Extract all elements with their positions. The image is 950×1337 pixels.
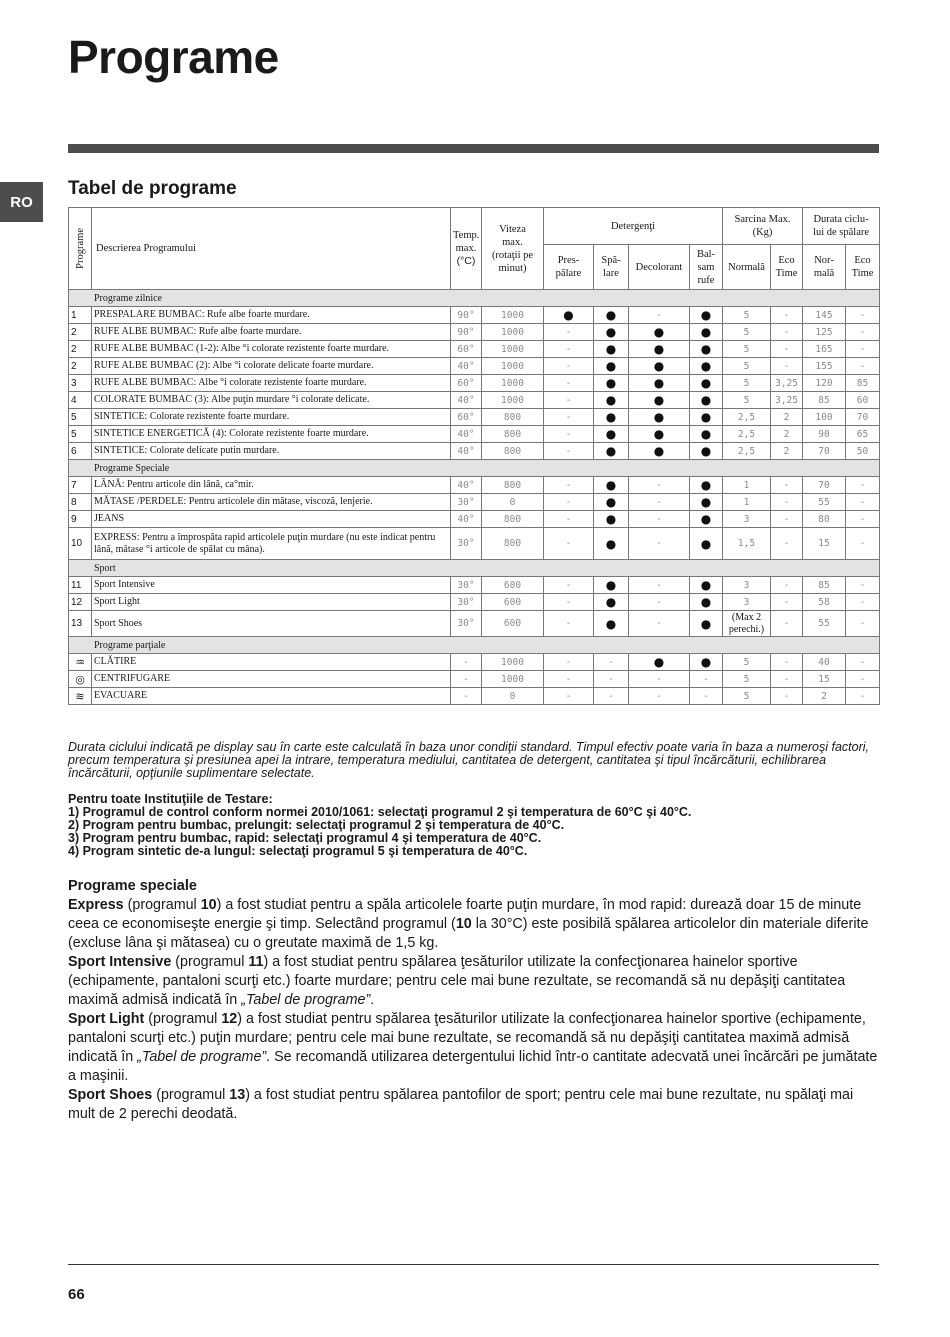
programme-number: 5 — [69, 409, 92, 426]
programme-number: 12 — [69, 594, 92, 611]
cell-softener: ● — [690, 341, 723, 358]
cell-duration-normal: 70 — [803, 477, 846, 494]
cell-prewash: - — [544, 577, 594, 594]
cell-wash: ● — [594, 307, 629, 324]
cell-wash: - — [594, 688, 629, 705]
cell-duration-eco: - — [846, 611, 880, 637]
cell-spin-speed: 0 — [482, 494, 544, 511]
cell-duration-eco: 50 — [846, 443, 880, 460]
cell-prewash: - — [544, 324, 594, 341]
programme-description: RUFE ALBE BUMBAC (2): Albe °i colorate delicate foarte murdare. — [92, 358, 451, 375]
cell-spin-speed: 800 — [482, 426, 544, 443]
bottom-rule — [68, 1264, 879, 1265]
cell-duration-eco: 65 — [846, 426, 880, 443]
header-programme: Programe — [69, 208, 92, 290]
language-tab: RO — [0, 182, 43, 222]
programme-number: 2 — [69, 324, 92, 341]
cell-duration-eco: - — [846, 477, 880, 494]
cell-load-eco: - — [771, 594, 803, 611]
cell-duration-normal: 15 — [803, 671, 846, 688]
cell-prewash: - — [544, 511, 594, 528]
cell-bleach: - — [629, 511, 690, 528]
cell-prewash: ● — [544, 307, 594, 324]
programme-row — [69, 477, 880, 494]
cell-spin-speed: 600 — [482, 594, 544, 611]
group-header — [69, 460, 880, 477]
header-prewash: Pres- pălare — [544, 245, 594, 290]
cell-prewash: - — [544, 477, 594, 494]
cell-spin-speed: 1000 — [482, 307, 544, 324]
cell-duration-eco: - — [846, 528, 880, 560]
cell-load-normal: 1 — [723, 477, 771, 494]
programme-row — [69, 324, 880, 341]
cell-temperature: 30° — [451, 577, 482, 594]
cell-spin-speed: 800 — [482, 409, 544, 426]
cell-bleach: - — [629, 688, 690, 705]
cell-load-normal: 5 — [723, 375, 771, 392]
cell-load-eco: 3,25 — [771, 392, 803, 409]
programme-description: EXPRESS: Pentru a împrospăta rapid articolele puţin murdare (nu este indicat pentru lână, mătase °i articole de spălat cu mâna). — [92, 528, 451, 560]
cell-load-normal: 5 — [723, 341, 771, 358]
cell-bleach: ● — [629, 443, 690, 460]
cell-load-eco: - — [771, 528, 803, 560]
cell-load-eco: - — [771, 688, 803, 705]
cell-duration-normal: 55 — [803, 494, 846, 511]
drain-icon: ≋ — [69, 688, 92, 705]
cell-bleach: ● — [629, 426, 690, 443]
programme-description: CLĂTIRE — [92, 654, 451, 671]
cell-wash: ● — [594, 511, 629, 528]
cell-spin-speed: 600 — [482, 611, 544, 637]
cell-duration-normal: 15 — [803, 528, 846, 560]
cell-prewash: - — [544, 594, 594, 611]
cell-duration-eco: - — [846, 688, 880, 705]
cell-wash: ● — [594, 528, 629, 560]
cell-softener: ● — [690, 528, 723, 560]
cell-softener: ● — [690, 654, 723, 671]
cell-spin-speed: 800 — [482, 477, 544, 494]
cell-wash: ● — [594, 426, 629, 443]
programme-description: RUFE ALBE BUMBAC: Rufe albe foarte murdare. — [92, 324, 451, 341]
programme-row — [69, 443, 880, 460]
cell-spin-speed: 800 — [482, 528, 544, 560]
express-paragraph: Express (programul 10) a fost studiat pentru a spăla articolele foarte puţin murdare, în mod rapid: durează doar 15 de minute ceea ce economiseşte energie şi timp. Selectând programul (10 la 30°C) este posibilă spălarea articolelor din materiale diferite (excluse lâna şi mătasea) cu o greutate maximă de 1,5 kg. — [68, 897, 869, 951]
header-speed: Viteza max. (rotaţii pe minut) — [482, 208, 544, 290]
cell-load-normal: 3 — [723, 594, 771, 611]
cell-load-eco: - — [771, 341, 803, 358]
cell-wash: ● — [594, 443, 629, 460]
programme-number: 2 — [69, 358, 92, 375]
cell-softener: ● — [690, 392, 723, 409]
cell-load-eco: - — [771, 358, 803, 375]
group-label: Sport — [69, 560, 880, 577]
sport-shoes-paragraph: Sport Shoes (programul 13) a fost studiat pentru spălarea pantofilor de sport; pentru cele mai bune rezultate, nu spălaţi mai mult de 2 perechi deodată. — [68, 1087, 854, 1122]
programme-row — [69, 307, 880, 324]
cell-bleach: ● — [629, 392, 690, 409]
cell-prewash: - — [544, 611, 594, 637]
programme-description: PRESPALARE BUMBAC: Rufe albe foarte murdare. — [92, 307, 451, 324]
cell-load-eco: 3,25 — [771, 375, 803, 392]
cell-load-normal: 5 — [723, 307, 771, 324]
programme-number: 9 — [69, 511, 92, 528]
header-duration-normal: Nor- mală — [803, 245, 846, 290]
cell-softener: ● — [690, 511, 723, 528]
programme-row — [69, 671, 880, 688]
cell-duration-eco: - — [846, 594, 880, 611]
cell-prewash: - — [544, 654, 594, 671]
cell-prewash: - — [544, 528, 594, 560]
cell-load-eco: - — [771, 577, 803, 594]
cell-prewash: - — [544, 392, 594, 409]
programme-number: 3 — [69, 375, 92, 392]
cell-duration-normal: 155 — [803, 358, 846, 375]
cell-temperature: 60° — [451, 409, 482, 426]
programme-description: MĂTASE /PERDELE: Pentru articolele din mătase, viscoză, lenjerie. — [92, 494, 451, 511]
cell-load-eco: - — [771, 494, 803, 511]
cell-prewash: - — [544, 409, 594, 426]
rinse-icon: ♒ — [69, 654, 92, 671]
cell-temperature: 30° — [451, 594, 482, 611]
programme-row — [69, 611, 880, 637]
cell-spin-speed: 1000 — [482, 358, 544, 375]
programme-description: LÂNĂ: Pentru articole din lână, ca°mir. — [92, 477, 451, 494]
testing-item: 2) Program pentru bumbac, prelungit: selectaţi programul 2 şi temperatura de 40°C. — [68, 818, 565, 832]
cell-prewash: - — [544, 426, 594, 443]
cell-load-eco: - — [771, 307, 803, 324]
programme-row — [69, 511, 880, 528]
cell-wash: ● — [594, 324, 629, 341]
cell-temperature: 60° — [451, 375, 482, 392]
programme-row — [69, 341, 880, 358]
cell-softener: ● — [690, 426, 723, 443]
cell-duration-normal: 2 — [803, 688, 846, 705]
cell-duration-normal: 55 — [803, 611, 846, 637]
cell-duration-eco: - — [846, 341, 880, 358]
cell-duration-eco: - — [846, 307, 880, 324]
programme-description: SINTETICE ENERGETICĂ (4): Colorate rezistente foarte murdare. — [92, 426, 451, 443]
programme-description: Sport Light — [92, 594, 451, 611]
programme-number: 8 — [69, 494, 92, 511]
cell-softener: ● — [690, 375, 723, 392]
programme-description: SINTETICE: Colorate rezistente foarte murdare. — [92, 409, 451, 426]
cell-load-eco: 2 — [771, 409, 803, 426]
page-number: 66 — [68, 1286, 85, 1303]
cell-duration-normal: 40 — [803, 654, 846, 671]
programme-number: 10 — [69, 528, 92, 560]
section-title: Tabel de programe — [68, 178, 237, 199]
sport-light-paragraph: Sport Light (programul 12) a fost studiat pentru spălarea ţesăturilor utilizate la confecţionarea hainelor sportive (echipamente, pantaloni scurţi etc.) puţin murdare; pentru cele mai bune rezultate, se recomandă să nu depăşiţi cantitatea maximă admisă indicată în „Tabel de programe”. Se recomandă utilizarea detergentului lichid într-o cantitate adecvată unei încărcări pe jumătate a maşinii. — [68, 1011, 878, 1084]
programme-description: RUFE ALBE BUMBAC: Albe °i colorate rezistente foarte murdare. — [92, 375, 451, 392]
cell-bleach: - — [629, 594, 690, 611]
top-rule — [68, 144, 879, 153]
cell-temperature: 40° — [451, 358, 482, 375]
cell-temperature: 30° — [451, 494, 482, 511]
programme-number: 5 — [69, 426, 92, 443]
cell-wash: - — [594, 671, 629, 688]
cell-softener: ● — [690, 307, 723, 324]
group-header — [69, 290, 880, 307]
cell-temperature: - — [451, 688, 482, 705]
cell-bleach: - — [629, 307, 690, 324]
special-programmes — [68, 877, 879, 1124]
cell-prewash: - — [544, 494, 594, 511]
programme-number: 4 — [69, 392, 92, 409]
cell-duration-eco: - — [846, 577, 880, 594]
cell-temperature: 60° — [451, 341, 482, 358]
cell-temperature: 90° — [451, 307, 482, 324]
programme-number: 6 — [69, 443, 92, 460]
cell-wash: ● — [594, 409, 629, 426]
programme-row — [69, 392, 880, 409]
header-load-normal: Normală — [723, 245, 771, 290]
programme-description: COLORATE BUMBAC (3): Albe puţin murdare °i colorate delicate. — [92, 392, 451, 409]
cell-duration-normal: 85 — [803, 577, 846, 594]
cell-spin-speed: 1000 — [482, 392, 544, 409]
cell-softener: ● — [690, 577, 723, 594]
programme-description: CENTRIFUGARE — [92, 671, 451, 688]
cell-wash: ● — [594, 494, 629, 511]
cell-softener: - — [690, 671, 723, 688]
cell-duration-eco: - — [846, 671, 880, 688]
cell-spin-speed: 1000 — [482, 341, 544, 358]
programme-description: Sport Intensive — [92, 577, 451, 594]
header-softener: Bal- sam rufe — [690, 245, 723, 290]
programme-row — [69, 654, 880, 671]
cell-bleach: ● — [629, 654, 690, 671]
cell-wash: - — [594, 654, 629, 671]
cell-temperature: 40° — [451, 477, 482, 494]
cell-load-normal: 5 — [723, 654, 771, 671]
cell-wash: ● — [594, 577, 629, 594]
cell-spin-speed: 600 — [482, 577, 544, 594]
cell-bleach: ● — [629, 358, 690, 375]
cell-load-eco: - — [771, 324, 803, 341]
cell-duration-eco: - — [846, 511, 880, 528]
cell-temperature: 40° — [451, 426, 482, 443]
programme-number: 7 — [69, 477, 92, 494]
cycle-duration-note: Durata ciclului indicată pe display sau în carte este calculată în baza unor condiţii standard. Timpul efectiv poate varia în baza a numeroşi factori, precum temperatura şi presiunea apei la intrare, temperatura mediului, cantitatea de detergent, cantitatea şi tipul încărcăturii, echilibrarea încărcăturii, opţiunile suplimentare selectate. — [68, 740, 870, 780]
programme-number: 11 — [69, 577, 92, 594]
cell-duration-normal: 120 — [803, 375, 846, 392]
cell-temperature: - — [451, 671, 482, 688]
cell-spin-speed: 1000 — [482, 671, 544, 688]
cell-spin-speed: 800 — [482, 511, 544, 528]
programme-description: EVACUARE — [92, 688, 451, 705]
cell-wash: ● — [594, 392, 629, 409]
testing-item: 4) Program sintetic de-a lungul: selectaţi programul 5 şi temperatura de 40°C. — [68, 844, 528, 858]
programme-number: 2 — [69, 341, 92, 358]
cell-load-normal: 2,5 — [723, 426, 771, 443]
cell-wash: ● — [594, 594, 629, 611]
cell-softener: ● — [690, 324, 723, 341]
programme-row — [69, 594, 880, 611]
header-duration-eco: Eco Time — [846, 245, 880, 290]
group-header — [69, 637, 880, 654]
header-load: Sarcina Max. (Kg) — [723, 208, 803, 245]
cell-temperature: 30° — [451, 611, 482, 637]
cell-temperature: 40° — [451, 392, 482, 409]
cell-load-eco: - — [771, 477, 803, 494]
cell-softener: ● — [690, 477, 723, 494]
cell-duration-eco: - — [846, 358, 880, 375]
cell-prewash: - — [544, 688, 594, 705]
programme-description: RUFE ALBE BUMBAC (1-2): Albe °i colorate rezistente foarte murdare. — [92, 341, 451, 358]
cell-duration-eco: 60 — [846, 392, 880, 409]
cell-spin-speed: 1000 — [482, 375, 544, 392]
header-duration: Durata ciclu- lui de spălare — [803, 208, 880, 245]
programme-row — [69, 577, 880, 594]
header-load-eco: Eco Time — [771, 245, 803, 290]
cell-duration-normal: 70 — [803, 443, 846, 460]
programme-number: 13 — [69, 611, 92, 637]
cell-load-normal: 5 — [723, 688, 771, 705]
cell-duration-eco: - — [846, 654, 880, 671]
cell-prewash: - — [544, 443, 594, 460]
cell-bleach: - — [629, 528, 690, 560]
cell-duration-eco: - — [846, 324, 880, 341]
cell-load-normal: 5 — [723, 324, 771, 341]
cell-bleach: ● — [629, 375, 690, 392]
programme-row — [69, 494, 880, 511]
cell-load-normal: 3 — [723, 511, 771, 528]
group-header — [69, 560, 880, 577]
cell-duration-normal: 80 — [803, 511, 846, 528]
cell-softener: - — [690, 688, 723, 705]
cell-duration-normal: 165 — [803, 341, 846, 358]
cell-spin-speed: 1000 — [482, 654, 544, 671]
cell-bleach: ● — [629, 324, 690, 341]
cell-spin-speed: 800 — [482, 443, 544, 460]
testing-title: Pentru toate Instituţiile de Testare: — [68, 792, 273, 806]
group-label: Programe parţiale — [69, 637, 880, 654]
cell-duration-normal: 90 — [803, 426, 846, 443]
cell-temperature: 40° — [451, 443, 482, 460]
special-title: Programe speciale — [68, 878, 197, 894]
cell-temperature: 90° — [451, 324, 482, 341]
programme-row — [69, 688, 880, 705]
header-temp: Temp. max. (°C) — [451, 208, 482, 290]
header-wash: Spă- lare — [594, 245, 629, 290]
programme-description: SINTETICE: Colorate delicate putin murdare. — [92, 443, 451, 460]
cell-duration-normal: 145 — [803, 307, 846, 324]
cell-bleach: ● — [629, 409, 690, 426]
testing-instructions — [68, 793, 879, 858]
cell-load-eco: 2 — [771, 426, 803, 443]
cell-wash: ● — [594, 341, 629, 358]
cell-softener: ● — [690, 358, 723, 375]
cell-load-eco: - — [771, 511, 803, 528]
cell-duration-normal: 100 — [803, 409, 846, 426]
programme-description: Sport Shoes — [92, 611, 451, 637]
cell-temperature: 30° — [451, 528, 482, 560]
header-bleach: Decolorant — [629, 245, 690, 290]
header-description: Descrierea Programului — [92, 208, 451, 290]
cell-bleach: ● — [629, 341, 690, 358]
programme-number: 1 — [69, 307, 92, 324]
cell-temperature: 40° — [451, 511, 482, 528]
cell-duration-normal: 85 — [803, 392, 846, 409]
cell-load-normal: 2,5 — [723, 443, 771, 460]
cell-load-normal: (Max 2 perechi.) — [723, 611, 771, 637]
page-title: Programe — [68, 31, 279, 83]
cell-bleach: - — [629, 477, 690, 494]
cell-bleach: - — [629, 611, 690, 637]
cell-prewash: - — [544, 671, 594, 688]
programme-row — [69, 528, 880, 560]
programme-table-body — [69, 290, 880, 705]
spin-icon: ◎ — [69, 671, 92, 688]
testing-item: 1) Programul de control conform normei 2010/1061: selectaţi programul 2 şi temperatura de 60°C şi 40°C. — [68, 805, 692, 819]
cell-prewash: - — [544, 341, 594, 358]
cell-prewash: - — [544, 358, 594, 375]
cell-spin-speed: 1000 — [482, 324, 544, 341]
cell-duration-eco: 85 — [846, 375, 880, 392]
cell-softener: ● — [690, 611, 723, 637]
cell-duration-normal: 125 — [803, 324, 846, 341]
cell-softener: ● — [690, 443, 723, 460]
cell-load-normal: 5 — [723, 392, 771, 409]
cell-bleach: - — [629, 494, 690, 511]
cell-prewash: - — [544, 375, 594, 392]
cell-duration-eco: 70 — [846, 409, 880, 426]
cell-load-normal: 2,5 — [723, 409, 771, 426]
cell-duration-normal: 58 — [803, 594, 846, 611]
cell-load-eco: - — [771, 611, 803, 637]
programme-row — [69, 409, 880, 426]
cell-softener: ● — [690, 409, 723, 426]
cell-softener: ● — [690, 594, 723, 611]
cell-wash: ● — [594, 477, 629, 494]
cell-load-normal: 3 — [723, 577, 771, 594]
cell-load-normal: 1,5 — [723, 528, 771, 560]
cell-temperature: - — [451, 654, 482, 671]
cell-load-normal: 5 — [723, 671, 771, 688]
cell-load-eco: 2 — [771, 443, 803, 460]
cell-load-normal: 5 — [723, 358, 771, 375]
programme-description: JEANS — [92, 511, 451, 528]
sport-intensive-paragraph: Sport Intensive (programul 11) a fost studiat pentru spălarea ţesăturilor utilizate la confecţionarea hainelor sportive (echipamente, pantaloni scurţi etc.) foarte murdare; pentru cele mai bune rezultate, se recomandă să nu depăşiţi cantitatea maximă admisă indicată în „Tabel de programe”. — [68, 954, 846, 1008]
cell-wash: ● — [594, 611, 629, 637]
group-label: Programe zilnice — [69, 290, 880, 307]
cell-load-eco: - — [771, 671, 803, 688]
programme-row — [69, 426, 880, 443]
cell-wash: ● — [594, 358, 629, 375]
programme-row — [69, 358, 880, 375]
programme-table — [68, 207, 880, 705]
cell-load-eco: - — [771, 654, 803, 671]
cell-wash: ● — [594, 375, 629, 392]
cell-spin-speed: 0 — [482, 688, 544, 705]
cell-softener: ● — [690, 494, 723, 511]
cell-bleach: - — [629, 577, 690, 594]
cell-bleach: - — [629, 671, 690, 688]
programme-row — [69, 375, 880, 392]
testing-item: 3) Program pentru bumbac, rapid: selectaţi programul 4 şi temperatura de 40°C. — [68, 831, 542, 845]
group-label: Programe Speciale — [69, 460, 880, 477]
cell-load-normal: 1 — [723, 494, 771, 511]
header-detergents: Detergenţi — [544, 208, 723, 245]
cell-duration-eco: - — [846, 494, 880, 511]
